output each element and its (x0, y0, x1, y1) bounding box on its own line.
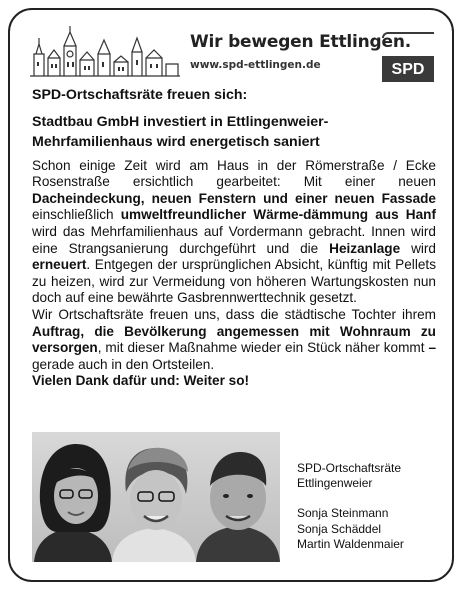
closing-line: Vielen Dank dafür und: Weiter so! (32, 373, 250, 389)
subheadline-line1: Stadtbau GmbH investiert in Ettlingenweier- (32, 113, 329, 130)
article (32, 87, 436, 390)
councillors-photo (32, 432, 280, 562)
spd-logo-arc (382, 32, 434, 38)
text-run: einschließlich (32, 207, 121, 223)
signature-name: Sonja Steinmann (297, 506, 389, 521)
text-run: wird das Mehrfamilienhaus auf Vordermann gebracht. Innen wird eine Strangsanierung durchgeführt und die (32, 223, 436, 256)
bold-run: umweltfreundlicher Wärme-dämmung aus Hanf (120, 207, 437, 223)
headline: SPD-Ortschaftsräte freuen sich: (32, 87, 248, 103)
bold-run: Dacheindeckung, neuen Fenstern und einer neuen Fassade (32, 190, 436, 206)
website-url[interactable]: www.spd-ettlingen.de (190, 59, 321, 71)
signature-name: Martin Waldenmaier (297, 536, 404, 551)
subheadline-line2: Mehrfamilienhaus wird energetisch saniert (32, 133, 320, 150)
ettlingen-skyline-logo (30, 24, 180, 80)
spd-logo (374, 32, 434, 82)
signature-group-line1: SPD-Ortschaftsräte (297, 461, 402, 475)
signature-name: Sonja Schäddel (297, 521, 382, 536)
paragraph-1 (32, 158, 436, 307)
bold-run: – (428, 340, 436, 356)
slogan: Wir bewegen Ettlingen. (190, 32, 412, 52)
text-run: , mit dieser Maßnahme wieder ein Stück näher kommt (97, 340, 429, 356)
spd-logo-text: SPD (382, 56, 434, 82)
text-run: wird (400, 240, 436, 256)
signature-block (297, 461, 447, 552)
subheadline (32, 112, 436, 152)
header (30, 24, 436, 84)
text-run: Schon einige Zeit wird am Haus in der Römerstraße / Ecke Rosenstraße ersichtlich gearbeitet: Mit einer neuen (32, 157, 436, 190)
bold-run: erneuert (32, 257, 87, 273)
bold-run: Auftrag, die Bevölkerung angemessen mit Wohnraum zu versorgen (32, 323, 436, 356)
text-run: . Entgegen der ursprünglichen Absicht, künftig mit Pellets zu heizen, wird zur Vermeidung von höheren Wartungskosten nun doch auf eine bewährte Gasbrennwerttechnik gesetzt. (32, 257, 436, 306)
paragraph-2 (32, 307, 436, 373)
text-run: Wir Ortschaftsräte freuen uns, dass die städtische Tochter ihrem (32, 306, 436, 322)
text-run: gerade auch in den Ortsteilen. (32, 356, 215, 372)
bold-run: Heizanlage (329, 240, 401, 256)
signature-group-line2: Ettlingenweier (297, 476, 373, 491)
